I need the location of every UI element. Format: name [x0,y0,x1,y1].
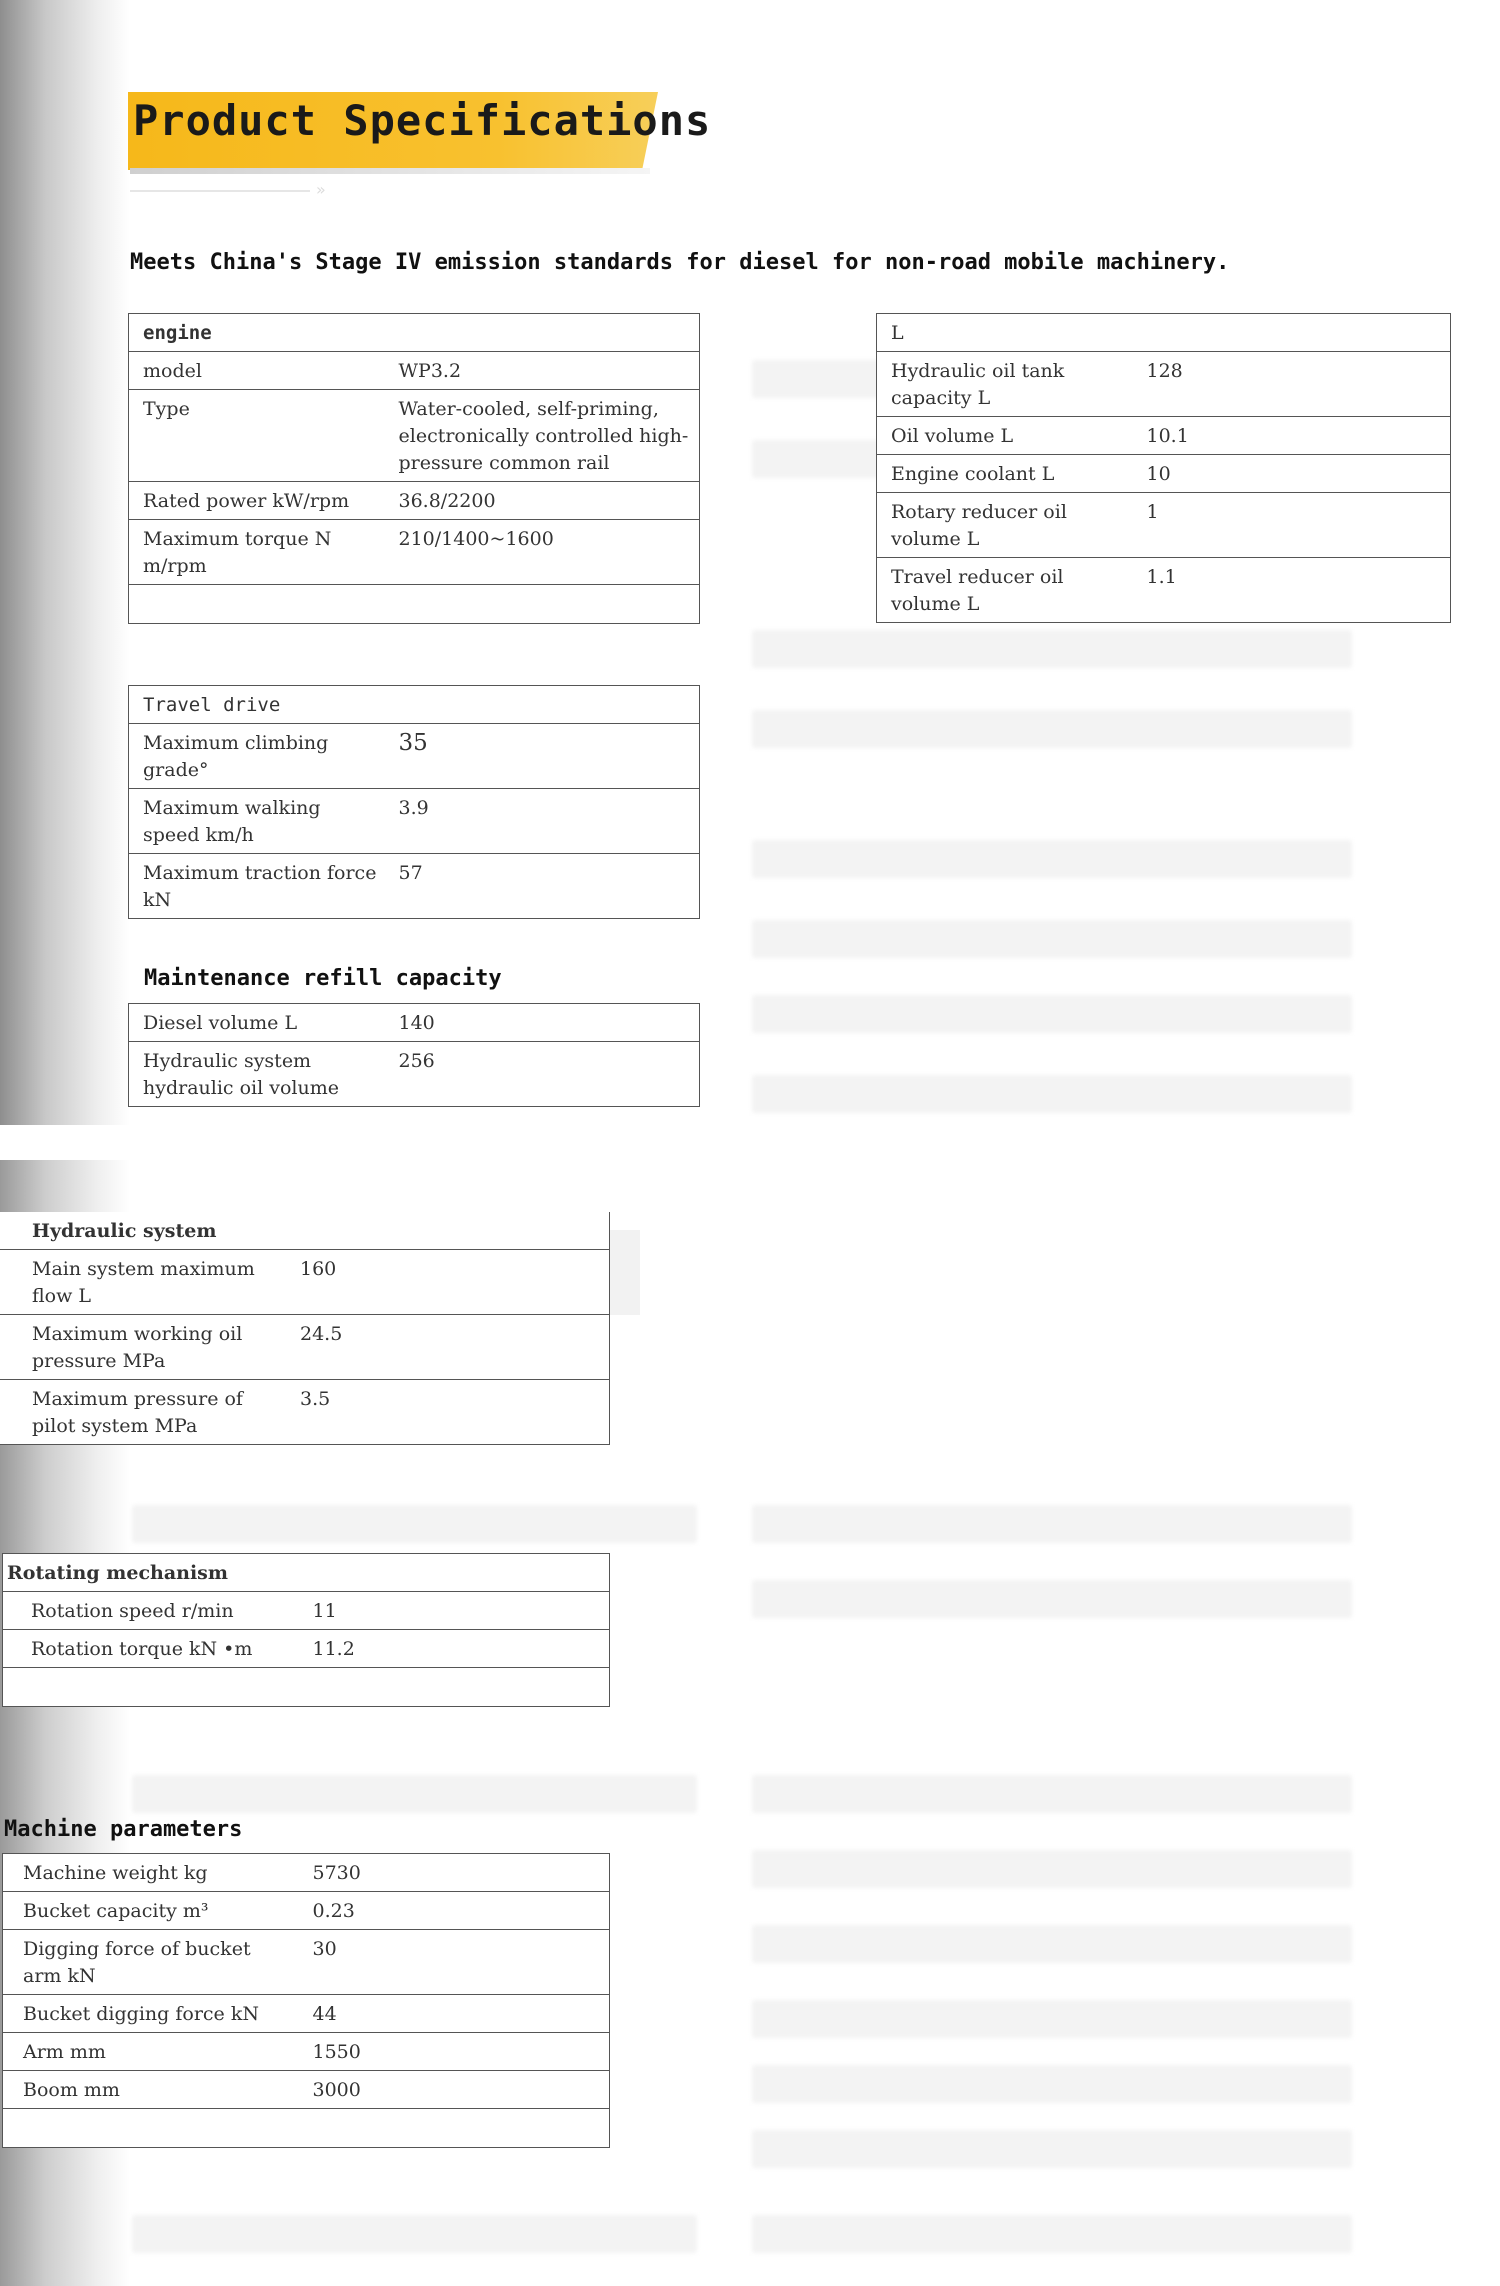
table-row [3,1854,610,1892]
spec-value: 210/1400~1600 [389,520,700,585]
maintenance-table [128,1003,700,1107]
spec-value: 0.23 [303,1892,610,1930]
table-row [129,789,700,854]
spec-label: Rated power kW/rpm [129,482,389,520]
tank-table [876,313,1451,623]
spec-value: Water-cooled, self-priming, electronically controlled high-pressure common rail [389,390,700,482]
rotating-table [2,1553,610,1707]
table-row [3,1630,610,1668]
empty-row [129,585,700,624]
spec-label: model [129,352,389,390]
empty-row [3,1668,610,1707]
spec-label: Diesel volume L [143,1012,298,1034]
spec-value: 160 [290,1250,610,1315]
spec-label: Type [129,390,389,482]
banner-underline [130,168,650,174]
empty-row [3,2109,610,2148]
spec-label: Rotary reducer oil volume L [877,493,1137,558]
table-row [129,1004,700,1042]
spec-label: Maximum torque N m/rpm [129,520,389,585]
spec-label: Travel reducer oil volume L [877,558,1137,623]
spec-value: 57 [389,854,700,919]
table-row [129,1042,700,1107]
hydraulic-heading: Hydraulic system [32,1220,217,1242]
spec-value: WP3.2 [389,352,700,390]
spec-value: 140 [398,1012,435,1034]
spec-label: Engine coolant L [877,455,1137,493]
spec-value: 35 [389,724,700,789]
table-row [877,455,1451,493]
table-row [3,1930,610,1995]
spec-value: 1550 [303,2033,610,2071]
table-row [3,2033,610,2071]
spec-label: Maximum traction force kN [129,854,389,919]
tank-heading: L [891,322,904,344]
spec-value: 5730 [312,1862,361,1884]
spec-value: 10.1 [1137,417,1451,455]
spec-value: 1.1 [1137,558,1451,623]
engine-heading: engine [143,322,212,344]
spec-label: Maximum pressure of pilot system MPa [0,1380,290,1445]
spec-label: Oil volume L [877,417,1137,455]
maintenance-heading: Maintenance refill capacity [144,966,502,991]
page-title: Product Specifications [133,96,712,145]
spec-value: 11.2 [303,1630,610,1668]
table-row [129,482,700,520]
table-row [129,724,700,789]
spec-label: Rotation torque kN •m [3,1630,303,1668]
table-row [3,1995,610,2033]
table-row [129,390,700,482]
spec-value: 1 [1137,493,1451,558]
table-row [877,352,1451,417]
spec-value: 44 [303,1995,610,2033]
spec-label: Machine weight kg [23,1862,208,1884]
machine-heading: Machine parameters [4,1817,243,1842]
table-row [877,417,1451,455]
table-row [0,1250,610,1315]
travel-drive-heading: Travel drive [143,694,281,716]
table-row [3,1592,610,1630]
table-row [129,854,700,919]
spec-label: Rotation speed r/min [3,1592,303,1630]
spec-value: 10 [1137,455,1451,493]
table-row [0,1315,610,1380]
spec-label: Arm mm [3,2033,303,2071]
table-row [877,493,1451,558]
spec-label: Digging force of bucket arm kN [3,1930,303,1995]
spec-label: Bucket capacity m³ [3,1892,303,1930]
spec-label: Hydraulic oil tank capacity L [877,352,1137,417]
spec-label: Maximum climbing grade° [129,724,389,789]
spec-label: Hydraulic system hydraulic oil volume [129,1042,389,1107]
decorative-line [130,190,310,192]
spec-value: 128 [1137,352,1451,417]
spec-value: 36.8/2200 [389,482,700,520]
table-row [3,1892,610,1930]
hydraulic-table [0,1212,610,1445]
page-edge-shadow-top [0,0,130,1125]
table-row [129,520,700,585]
table-row [3,2071,610,2109]
spec-value: 256 [389,1042,700,1107]
spec-value: 3.5 [290,1380,610,1445]
double-chevron-icon: » [316,180,326,199]
table-row [129,352,700,390]
rotating-heading: Rotating mechanism [7,1562,228,1584]
spec-label: Boom mm [3,2071,303,2109]
spec-label: Maximum walking speed km/h [129,789,389,854]
spec-value: 30 [303,1930,610,1995]
spec-value: 3.9 [389,789,700,854]
spec-value: 3000 [303,2071,610,2109]
table-row [877,558,1451,623]
engine-table [128,313,700,624]
spec-label: Bucket digging force kN [3,1995,303,2033]
spec-value: 11 [303,1592,610,1630]
spec-label: Maximum working oil pressure MPa [0,1315,290,1380]
intro-text: Meets China's Stage IV emission standards for diesel for non-road mobile machinery. [130,250,1230,275]
machine-table [2,1853,610,2148]
table-row [0,1380,610,1445]
spec-label: Main system maximum flow L [0,1250,290,1315]
travel-drive-table [128,685,700,919]
spec-value: 24.5 [290,1315,610,1380]
